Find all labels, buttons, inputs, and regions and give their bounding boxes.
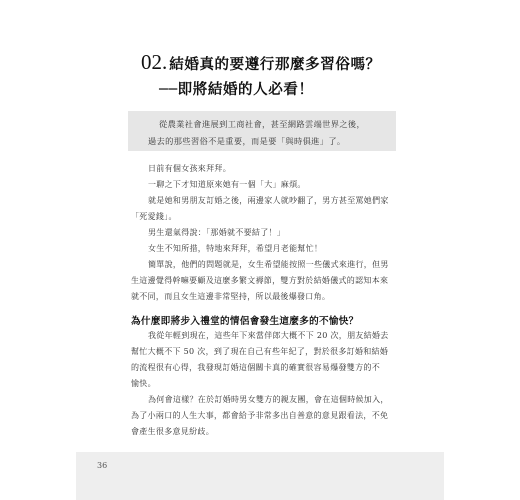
- section-paragraph-line: 會產生很多意見紛歧。: [131, 427, 214, 436]
- chapter-title: [141, 50, 381, 75]
- section-paragraph-line: 為何會這樣？在於訂婚時男女雙方的親友團，會在這個時候加入，: [148, 395, 389, 404]
- section-paragraph-line: 為了小兩口的人生大事，都會給予非常多出自善意的意見跟看法，不免: [131, 411, 389, 420]
- title-line-2: ──即將結婚的人必看！: [159, 81, 314, 98]
- section-paragraph-line: 的流程很有心得，我發現訂婚這個關卡真的確實很容易爆發雙方的不: [131, 363, 380, 372]
- paragraph-line: 「死愛錢」。: [131, 212, 177, 221]
- section-paragraph-line: 幫忙大概不下 50 次，到了現在自己有些年紀了，對於很多訂婚和結婚: [131, 347, 389, 356]
- paragraph-line: 簡單說，他們的問題就是，女生希望能按照一些儀式來進行，但男: [148, 260, 389, 269]
- paragraph-line: 日前有個女孩來拜拜。: [148, 164, 231, 173]
- paragraph-line: 女生不知所措，特地來拜拜，希望月老能幫忙！: [148, 244, 323, 253]
- paragraph-line: 生這邊覺得幹嘛要顧及這麼多繁文褥節，雙方對於結婚儀式的認知本來: [131, 276, 389, 285]
- bottom-band: [76, 452, 444, 500]
- quote-line-1: 從農業社會進展到工商社會，甚至網路雲端世界之後，: [159, 119, 366, 129]
- title-line-1: 結婚真的要遵行那麼多習俗嗎？: [169, 56, 381, 73]
- page-number: 36: [97, 461, 108, 470]
- paragraph-line: 就是她和男朋友訂婚之後，兩邊家人就吵翻了，男方甚至罵她們家: [148, 196, 389, 205]
- paragraph-line: 一聊之下才知道原來她有一個「大」麻煩。: [148, 180, 306, 189]
- paragraph-line: 男生還氣得說：「那婚就不要結了！」: [148, 228, 286, 237]
- chapter-number: 02.: [141, 50, 168, 74]
- section-heading: 為什麼即將步入禮堂的情侶會發生這麼多的不愉快？: [131, 316, 359, 327]
- section-paragraph-line: 我從年輕到現在，這些年下來當伴郎大概不下 20 次，朋友結婚去: [148, 331, 389, 340]
- section-paragraph-line: 愉快。: [131, 379, 156, 388]
- paragraph-line: 就不同，而且女生這邊非常堅持，所以最後爆發口角。: [131, 292, 331, 301]
- quote-line-2: 過去的那些習俗不是重要，而是要「與時俱進」了。: [148, 136, 346, 146]
